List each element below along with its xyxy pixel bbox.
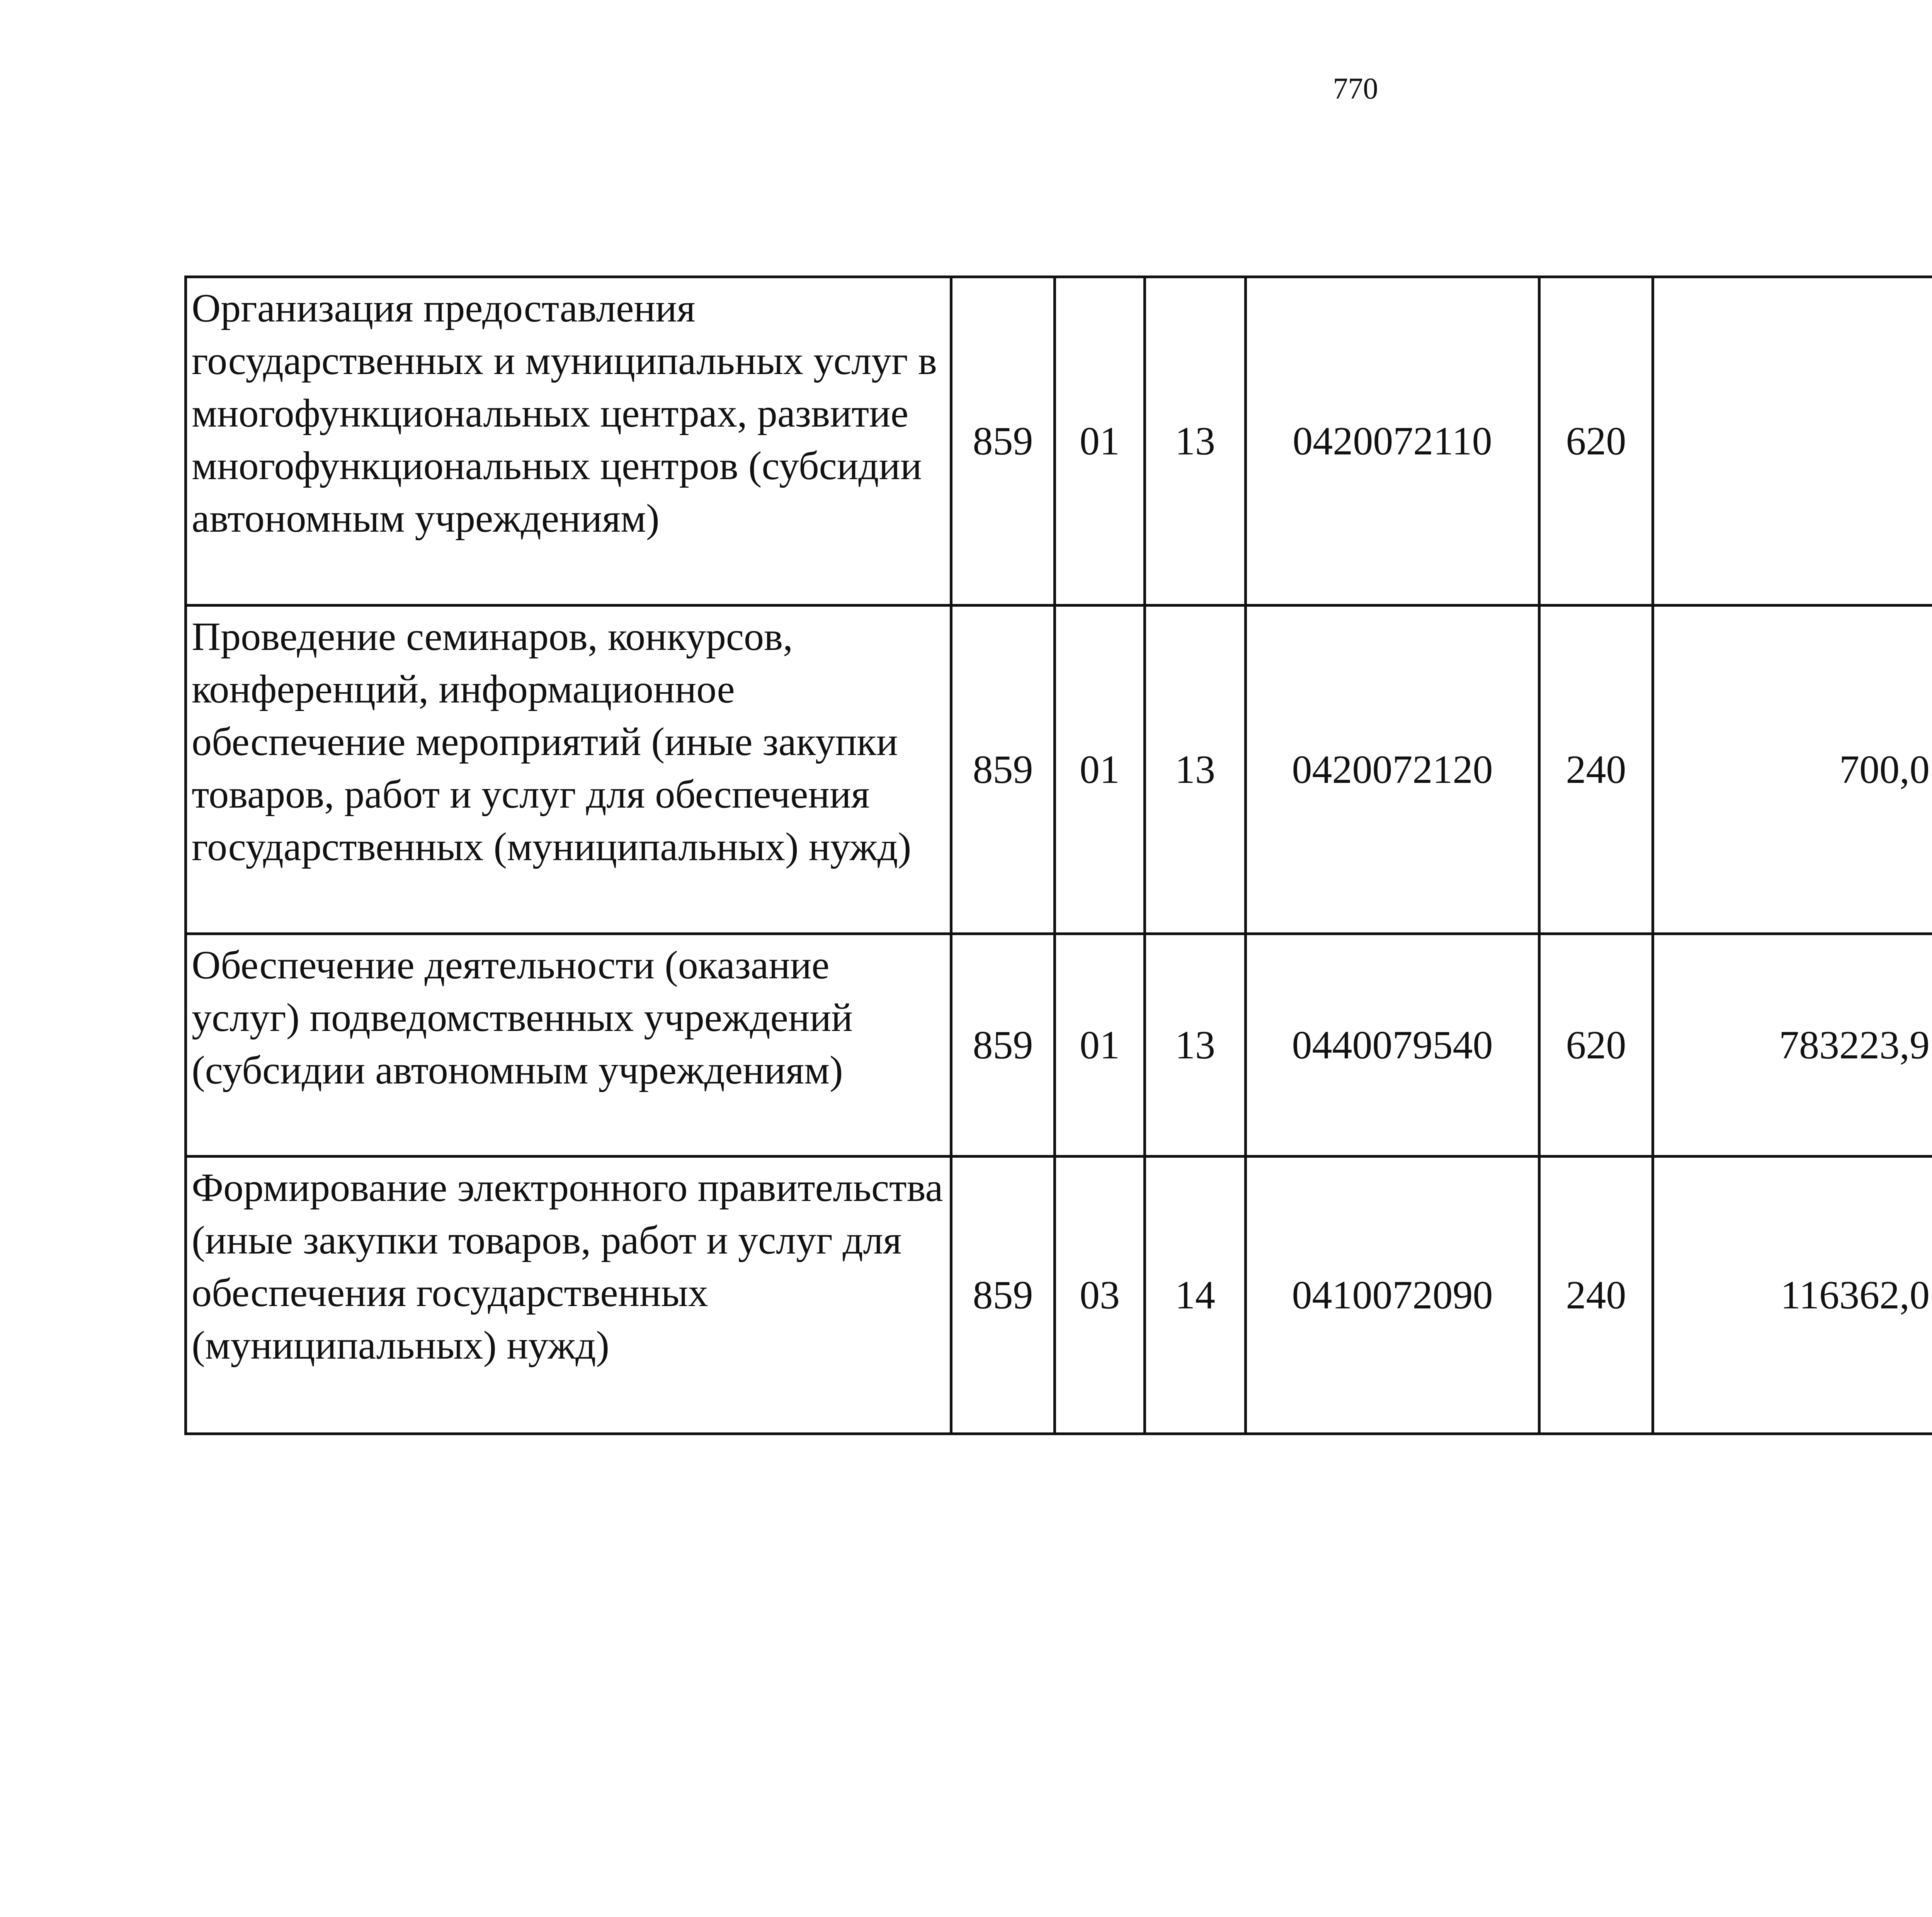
target-article-cell: 0420072110 [1246, 277, 1539, 606]
description-cell: Обеспечение деятельности (оказание услуг) подведомственных учреждений (субсидии автономным учреждениям) [186, 934, 951, 1157]
sum-1-cell [1653, 277, 1932, 606]
table-row [186, 606, 1932, 934]
subsection-code-cell: 14 [1145, 1157, 1246, 1434]
expense-type-cell: 620 [1539, 934, 1653, 1157]
subsection-code-cell: 13 [1145, 277, 1246, 606]
target-article-cell: 0440079540 [1246, 934, 1539, 1157]
description-cell: Проведение семинаров, конкурсов, конференций, информационное обеспечение мероприятий (иные закупки товаров, работ и услуг для обеспечения государственных (муниципальных) нужд) [186, 606, 951, 934]
table-row [186, 1157, 1932, 1434]
expense-type-cell: 240 [1539, 1157, 1653, 1434]
ministry-code-cell: 859 [951, 1157, 1055, 1434]
page-number: 770 [1333, 71, 1378, 105]
section-code-cell: 01 [1055, 934, 1145, 1157]
target-article-cell: 0420072120 [1246, 606, 1539, 934]
section-code-cell: 01 [1055, 606, 1145, 934]
sum-1-cell: 783223,9 [1653, 934, 1932, 1157]
ministry-code-cell: 859 [951, 934, 1055, 1157]
description-cell: Организация предоставления государственных и муниципальных услуг в многофункциональных центрах, развитие многофункциональных центров (субсидии автономным учреждениям) [186, 277, 951, 606]
table-row [186, 277, 1932, 606]
subsection-code-cell: 13 [1145, 934, 1246, 1157]
sum-1-cell: 116362,0 [1653, 1157, 1932, 1434]
ministry-code-cell: 859 [951, 606, 1055, 934]
table-row [186, 934, 1932, 1157]
sum-1-cell: 700,0 [1653, 606, 1932, 934]
expense-type-cell: 620 [1539, 277, 1653, 606]
section-code-cell: 01 [1055, 277, 1145, 606]
expense-type-cell: 240 [1539, 606, 1653, 934]
target-article-cell: 0410072090 [1246, 1157, 1539, 1434]
ministry-code-cell: 859 [951, 277, 1055, 606]
subsection-code-cell: 13 [1145, 606, 1246, 934]
section-code-cell: 03 [1055, 1157, 1145, 1434]
budget-table [184, 276, 1932, 1435]
description-cell: Формирование электронного правительства (иные закупки товаров, работ и услуг для обеспечения государственных (муниципальных) нужд) [186, 1157, 951, 1434]
